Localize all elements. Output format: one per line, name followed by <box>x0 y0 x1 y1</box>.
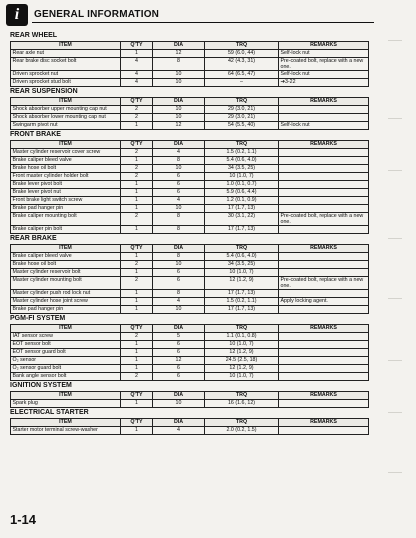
cell-item: Brake caliper bleed valve <box>11 157 121 165</box>
table-row <box>11 226 369 234</box>
cell-dia: 4 <box>153 197 205 205</box>
cell-trq: 30 (3.1, 22) <box>205 213 279 226</box>
cell-item: Master cylinder push rod lock nut <box>11 290 121 298</box>
page-title: GENERAL INFORMATION <box>34 9 160 20</box>
header-divider <box>32 22 374 23</box>
column-header-trq: TRQ <box>205 419 279 427</box>
cell-qty: 2 <box>121 373 153 381</box>
cell-remarks <box>279 365 369 373</box>
cell-remarks: Pre-coated bolt, replace with a new one. <box>279 277 369 290</box>
table-row <box>11 197 369 205</box>
margin-mark <box>388 118 402 119</box>
section-electrical-starter <box>10 408 368 435</box>
spec-table <box>10 391 369 408</box>
cell-item: Shock absorber upper mounting cap nut <box>11 106 121 114</box>
cell-qty: 1 <box>121 50 153 58</box>
cell-item: Rear brake disc socket bolt <box>11 58 121 71</box>
table-row <box>11 261 369 269</box>
cell-trq: 24.5 (2.5, 18) <box>205 357 279 365</box>
cell-remarks: Pre-coated bolt, replace with a new one. <box>279 213 369 226</box>
cell-trq: 17 (1.7, 13) <box>205 290 279 298</box>
cell-dia: 8 <box>153 290 205 298</box>
cell-remarks <box>279 106 369 114</box>
cell-qty: 2 <box>121 165 153 173</box>
column-header-item: ITEM <box>11 392 121 400</box>
column-header-item: ITEM <box>11 141 121 149</box>
cell-trq: 1.2 (0.1, 0.9) <box>205 197 279 205</box>
section-title: ELECTRICAL STARTER <box>10 409 89 416</box>
cell-remarks <box>279 269 369 277</box>
table-row <box>11 165 369 173</box>
cell-trq: 12 (1.2, 9) <box>205 365 279 373</box>
cell-dia: 10 <box>153 165 205 173</box>
cell-remarks: Pre-coated bolt, replace with a new one. <box>279 58 369 71</box>
cell-qty: 1 <box>121 290 153 298</box>
cell-dia: 10 <box>153 261 205 269</box>
cell-trq: – <box>205 79 279 87</box>
table-row <box>11 106 369 114</box>
cell-remarks: Self-lock nut <box>279 122 369 130</box>
table-row <box>11 173 369 181</box>
cell-dia: 6 <box>153 341 205 349</box>
cell-item: Driven sprocket stud bolt <box>11 79 121 87</box>
cell-dia: 10 <box>153 306 205 314</box>
column-header-qty: Q'TY <box>121 392 153 400</box>
cell-item: Master cylinder mounting bolt <box>11 277 121 290</box>
cell-qty: 1 <box>121 357 153 365</box>
table-row <box>11 253 369 261</box>
cell-item: Front brake light switch screw <box>11 197 121 205</box>
cell-dia: 6 <box>153 269 205 277</box>
cell-trq: 10 (1.0, 7) <box>205 373 279 381</box>
cell-qty: 1 <box>121 306 153 314</box>
cell-trq: 34 (3.5, 25) <box>205 165 279 173</box>
cell-item: Brake lever pivot nut <box>11 189 121 197</box>
table-header-row <box>11 141 369 149</box>
cell-remarks: ➔3-22 <box>279 79 369 87</box>
cell-dia: 8 <box>153 226 205 234</box>
cell-qty: 1 <box>121 269 153 277</box>
cell-qty: 2 <box>121 106 153 114</box>
cell-dia: 6 <box>153 373 205 381</box>
column-header-item: ITEM <box>11 419 121 427</box>
cell-item: Rear axle nut <box>11 50 121 58</box>
cell-remarks: Apply locking agent. <box>279 298 369 306</box>
margin-mark <box>388 360 402 361</box>
section-ignition-system <box>10 381 368 408</box>
table-row <box>11 269 369 277</box>
column-header-remarks: REMARKS <box>279 245 369 253</box>
cell-trq: 1.1 (0.1, 0.8) <box>205 333 279 341</box>
cell-qty: 2 <box>121 114 153 122</box>
table-row <box>11 349 369 357</box>
column-header-trq: TRQ <box>205 392 279 400</box>
section-title: REAR WHEEL <box>10 32 58 39</box>
section-title: REAR SUSPENSION <box>10 88 78 95</box>
margin-mark <box>388 412 402 413</box>
cell-dia: 6 <box>153 349 205 357</box>
page-number: 1-14 <box>10 512 37 527</box>
column-header-qty: Q'TY <box>121 42 153 50</box>
table-row <box>11 181 369 189</box>
cell-remarks <box>279 333 369 341</box>
table-row <box>11 205 369 213</box>
cell-qty: 1 <box>121 349 153 357</box>
cell-item: EOT sensor bolt <box>11 341 121 349</box>
cell-remarks <box>279 205 369 213</box>
cell-item: O₂ sensor guard bolt <box>11 365 121 373</box>
cell-remarks: Self-lock nut <box>279 71 369 79</box>
cell-dia: 8 <box>153 58 205 71</box>
cell-qty: 1 <box>121 253 153 261</box>
table-header-row <box>11 392 369 400</box>
cell-dia: 8 <box>153 253 205 261</box>
table-row <box>11 341 369 349</box>
column-header-item: ITEM <box>11 245 121 253</box>
cell-remarks <box>279 165 369 173</box>
cell-dia: 6 <box>153 181 205 189</box>
column-header-qty: Q'TY <box>121 325 153 333</box>
cell-trq: 64 (6.5, 47) <box>205 71 279 79</box>
cell-qty: 1 <box>121 365 153 373</box>
cell-remarks <box>279 253 369 261</box>
section-title: REAR BRAKE <box>10 235 57 242</box>
binding-margin-marks <box>388 30 408 500</box>
table-row <box>11 357 369 365</box>
cell-item: Brake caliper pin bolt <box>11 226 121 234</box>
cell-remarks <box>279 114 369 122</box>
table-row <box>11 50 369 58</box>
cell-dia: 8 <box>153 157 205 165</box>
cell-item: Master cylinder hose joint screw <box>11 298 121 306</box>
margin-mark <box>388 238 402 239</box>
cell-remarks <box>279 157 369 165</box>
cell-dia: 5 <box>153 333 205 341</box>
cell-qty: 4 <box>121 71 153 79</box>
cell-dia: 4 <box>153 427 205 435</box>
column-header-item: ITEM <box>11 42 121 50</box>
cell-trq: 17 (1.7, 13) <box>205 226 279 234</box>
column-header-qty: Q'TY <box>121 245 153 253</box>
cell-qty: 1 <box>121 226 153 234</box>
cell-qty: 1 <box>121 298 153 306</box>
cell-remarks <box>279 400 369 408</box>
column-header-dia: DIA <box>153 325 205 333</box>
cell-item: Bank angle sensor bolt <box>11 373 121 381</box>
cell-item: Spark plug <box>11 400 121 408</box>
cell-remarks <box>279 197 369 205</box>
cell-trq: 10 (1.0, 7) <box>205 341 279 349</box>
cell-remarks <box>279 341 369 349</box>
cell-remarks <box>279 373 369 381</box>
column-header-trq: TRQ <box>205 141 279 149</box>
cell-qty: 2 <box>121 149 153 157</box>
table-header-row <box>11 98 369 106</box>
table-row <box>11 365 369 373</box>
table-header-row <box>11 42 369 50</box>
cell-trq: 29 (3.0, 21) <box>205 114 279 122</box>
cell-dia: 6 <box>153 277 205 290</box>
table-row <box>11 400 369 408</box>
column-header-trq: TRQ <box>205 245 279 253</box>
cell-remarks <box>279 181 369 189</box>
table-row <box>11 189 369 197</box>
cell-qty: 2 <box>121 277 153 290</box>
cell-qty: 2 <box>121 261 153 269</box>
margin-mark <box>388 472 402 473</box>
spec-table <box>10 97 369 130</box>
table-row <box>11 157 369 165</box>
cell-remarks <box>279 189 369 197</box>
table-row <box>11 277 369 290</box>
cell-item: Master cylinder reservoir cover screw <box>11 149 121 157</box>
column-header-dia: DIA <box>153 141 205 149</box>
column-header-remarks: REMARKS <box>279 98 369 106</box>
column-header-trq: TRQ <box>205 98 279 106</box>
cell-trq: 16 (1.6, 12) <box>205 400 279 408</box>
cell-qty: 1 <box>121 205 153 213</box>
cell-trq: 1.0 (0.1, 0.7) <box>205 181 279 189</box>
cell-remarks: Self-lock nut <box>279 50 369 58</box>
cell-item: Brake hose oil bolt <box>11 261 121 269</box>
cell-trq: 2.0 (0.2, 1.5) <box>205 427 279 435</box>
cell-trq: 17 (1.7, 13) <box>205 205 279 213</box>
cell-dia: 6 <box>153 365 205 373</box>
cell-dia: 6 <box>153 173 205 181</box>
torque-spec-content <box>10 31 368 435</box>
section-title: FRONT BRAKE <box>10 131 61 138</box>
cell-dia: 10 <box>153 114 205 122</box>
page-header <box>6 4 374 26</box>
cell-remarks <box>279 149 369 157</box>
table-header-row <box>11 325 369 333</box>
cell-item: Brake lever pivot bolt <box>11 181 121 189</box>
table-row <box>11 122 369 130</box>
spec-table <box>10 140 369 234</box>
cell-qty: 2 <box>121 213 153 226</box>
cell-trq: 10 (1.0, 7) <box>205 173 279 181</box>
cell-qty: 1 <box>121 157 153 165</box>
cell-dia: 10 <box>153 79 205 87</box>
section-rear-wheel <box>10 31 368 87</box>
cell-qty: 1 <box>121 181 153 189</box>
cell-remarks <box>279 290 369 298</box>
cell-remarks <box>279 306 369 314</box>
table-row <box>11 58 369 71</box>
cell-item: Brake pad hanger pin <box>11 205 121 213</box>
cell-remarks <box>279 173 369 181</box>
cell-qty: 2 <box>121 333 153 341</box>
cell-item: Brake caliper mounting bolt <box>11 213 121 226</box>
table-row <box>11 427 369 435</box>
table-row <box>11 79 369 87</box>
cell-item: Brake caliper bleed valve <box>11 253 121 261</box>
cell-item: Swingarm pivot nut <box>11 122 121 130</box>
column-header-dia: DIA <box>153 419 205 427</box>
cell-trq: 12 (1.2, 9) <box>205 349 279 357</box>
column-header-remarks: REMARKS <box>279 325 369 333</box>
cell-dia: 6 <box>153 189 205 197</box>
cell-qty: 4 <box>121 79 153 87</box>
cell-remarks <box>279 357 369 365</box>
column-header-remarks: REMARKS <box>279 141 369 149</box>
info-icon: i <box>6 4 28 26</box>
table-row <box>11 114 369 122</box>
section-title: PGM-FI SYSTEM <box>10 315 66 322</box>
cell-trq: 10 (1.0, 7) <box>205 269 279 277</box>
cell-qty: 1 <box>121 341 153 349</box>
table-header-row <box>11 245 369 253</box>
margin-mark <box>388 298 402 299</box>
margin-mark <box>388 170 402 171</box>
section-pgm-fi-system <box>10 314 368 381</box>
cell-trq: 54 (5.5, 40) <box>205 122 279 130</box>
cell-remarks <box>279 226 369 234</box>
cell-item: O₂ sensor <box>11 357 121 365</box>
column-header-remarks: REMARKS <box>279 42 369 50</box>
cell-dia: 8 <box>153 213 205 226</box>
column-header-qty: Q'TY <box>121 141 153 149</box>
cell-remarks <box>279 427 369 435</box>
cell-trq: 1.5 (0.2, 1.1) <box>205 149 279 157</box>
column-header-dia: DIA <box>153 245 205 253</box>
cell-trq: 59 (6.0, 44) <box>205 50 279 58</box>
column-header-item: ITEM <box>11 325 121 333</box>
cell-qty: 1 <box>121 427 153 435</box>
cell-dia: 10 <box>153 205 205 213</box>
section-title: IGNITION SYSTEM <box>10 382 72 389</box>
cell-dia: 10 <box>153 400 205 408</box>
margin-mark <box>388 40 402 41</box>
cell-qty: 1 <box>121 197 153 205</box>
cell-qty: 2 <box>121 173 153 181</box>
cell-trq: 42 (4.3, 31) <box>205 58 279 71</box>
table-row <box>11 306 369 314</box>
cell-trq: 5.4 (0.6, 4.0) <box>205 253 279 261</box>
section-front-brake <box>10 130 368 234</box>
cell-item: Starter motor terminal screw-washer <box>11 427 121 435</box>
cell-remarks <box>279 261 369 269</box>
cell-dia: 4 <box>153 298 205 306</box>
cell-dia: 12 <box>153 122 205 130</box>
cell-item: Master cylinder reservoir bolt <box>11 269 121 277</box>
column-header-remarks: REMARKS <box>279 392 369 400</box>
cell-dia: 12 <box>153 357 205 365</box>
cell-trq: 1.5 (0.2, 1.1) <box>205 298 279 306</box>
cell-remarks <box>279 349 369 357</box>
cell-qty: 1 <box>121 122 153 130</box>
cell-trq: 5.4 (0.6, 4.0) <box>205 157 279 165</box>
column-header-trq: TRQ <box>205 42 279 50</box>
cell-item: Driven sprocket nut <box>11 71 121 79</box>
section-rear-brake <box>10 234 368 314</box>
table-row <box>11 373 369 381</box>
column-header-trq: TRQ <box>205 325 279 333</box>
column-header-item: ITEM <box>11 98 121 106</box>
table-row <box>11 333 369 341</box>
cell-item: EOT sensor guard bolt <box>11 349 121 357</box>
table-row <box>11 213 369 226</box>
cell-item: Shock absorber lower mounting cap nut <box>11 114 121 122</box>
section-rear-suspension <box>10 87 368 130</box>
cell-trq: 5.9 (0.6, 4.4) <box>205 189 279 197</box>
column-header-dia: DIA <box>153 98 205 106</box>
cell-qty: 4 <box>121 58 153 71</box>
table-row <box>11 290 369 298</box>
cell-dia: 4 <box>153 149 205 157</box>
cell-dia: 10 <box>153 106 205 114</box>
cell-qty: 1 <box>121 189 153 197</box>
table-row <box>11 71 369 79</box>
table-header-row <box>11 419 369 427</box>
cell-trq: 34 (3.5, 25) <box>205 261 279 269</box>
cell-trq: 17 (1.7, 13) <box>205 306 279 314</box>
column-header-qty: Q'TY <box>121 419 153 427</box>
cell-trq: 12 (1.2, 9) <box>205 277 279 290</box>
cell-item: Brake pad hanger pin <box>11 306 121 314</box>
column-header-dia: DIA <box>153 42 205 50</box>
cell-dia: 12 <box>153 50 205 58</box>
table-row <box>11 149 369 157</box>
column-header-qty: Q'TY <box>121 98 153 106</box>
cell-trq: 29 (3.0, 21) <box>205 106 279 114</box>
spec-table <box>10 324 369 381</box>
spec-table <box>10 244 369 314</box>
cell-item: Front master cylinder holder bolt <box>11 173 121 181</box>
table-row <box>11 298 369 306</box>
column-header-dia: DIA <box>153 392 205 400</box>
column-header-remarks: REMARKS <box>279 419 369 427</box>
cell-item: IAT sensor screw <box>11 333 121 341</box>
cell-qty: 1 <box>121 400 153 408</box>
cell-dia: 10 <box>153 71 205 79</box>
spec-table <box>10 418 369 435</box>
cell-item: Brake hose oil bolt <box>11 165 121 173</box>
spec-table <box>10 41 369 87</box>
